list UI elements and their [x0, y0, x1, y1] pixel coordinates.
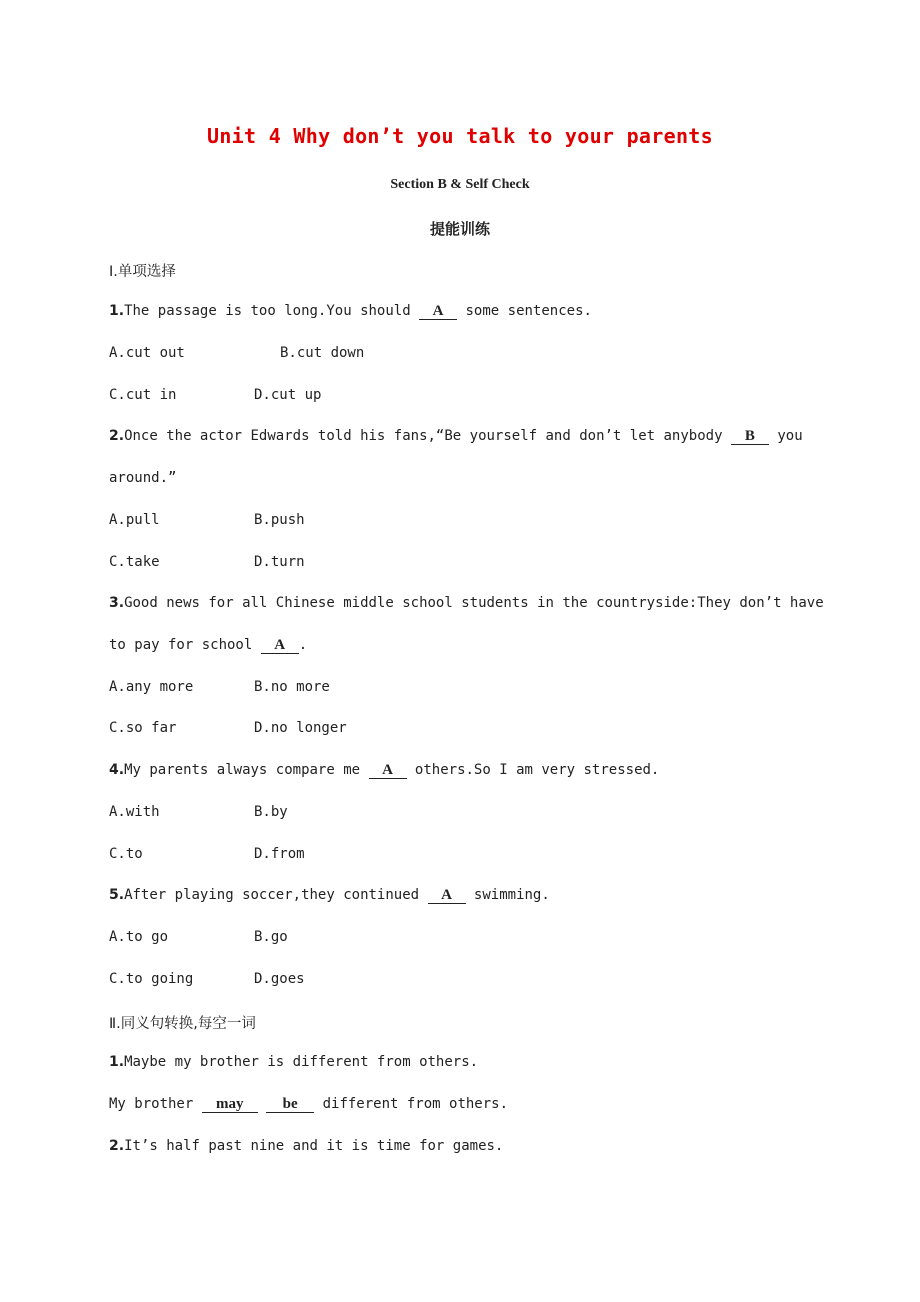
- question-text: you: [768, 428, 803, 444]
- question-text: Good news for all Chinese middle school students in the countryside:They don’t have: [124, 595, 824, 611]
- question-number: 3.: [109, 595, 125, 611]
- option-d: D.from: [254, 846, 305, 862]
- answer-blank: B: [731, 428, 769, 445]
- question-text: My parents always compare me: [124, 762, 369, 778]
- question-number: 4.: [109, 762, 125, 778]
- question-text: After playing soccer,they continued: [124, 887, 428, 903]
- option-c: C.take: [109, 554, 160, 570]
- option-d: D.cut up: [254, 387, 322, 403]
- sentence-text: Maybe my brother is different from others.: [124, 1054, 479, 1070]
- question-text: to pay for school: [109, 637, 261, 653]
- answer-blank: A: [261, 637, 299, 654]
- sentence-1-rewrite: [109, 1096, 508, 1113]
- option-a: A.any more: [109, 679, 194, 695]
- option-a: A.with: [109, 804, 160, 820]
- question-3-continued: [109, 637, 307, 654]
- question-2: [109, 428, 803, 445]
- option-c: C.cut in: [109, 387, 177, 403]
- question-3: [109, 595, 824, 611]
- sentence-2: [109, 1138, 503, 1154]
- question-number: 2.: [109, 428, 125, 444]
- option-b: B.no more: [254, 679, 330, 695]
- question-1: [109, 303, 592, 320]
- option-d: D.goes: [254, 971, 305, 987]
- answer-blank: may: [202, 1096, 258, 1113]
- page-title: Unit 4 Why don’t you talk to your parents: [207, 124, 713, 148]
- question-text: .: [298, 637, 308, 653]
- question-text: swimming.: [465, 887, 550, 903]
- option-c: C.to: [109, 846, 143, 862]
- question-text: some sentences.: [457, 303, 592, 319]
- answer-blank: A: [369, 762, 407, 779]
- option-c: C.so far: [109, 720, 177, 736]
- question-4: [109, 762, 659, 779]
- option-b: B.push: [254, 512, 305, 528]
- option-d: D.no longer: [254, 720, 347, 736]
- question-2-continued: around.”: [109, 470, 177, 486]
- answer-blank: A: [419, 303, 457, 320]
- option-a: A.cut out: [109, 345, 185, 361]
- subsection-title: 提能训练: [429, 220, 490, 238]
- sentence-1: [109, 1054, 478, 1070]
- sentence-text: It’s half past nine and it is time for games.: [124, 1138, 504, 1154]
- option-a: A.to go: [109, 929, 169, 945]
- option-a: A.pull: [109, 512, 160, 528]
- sentence-text: different from others.: [314, 1096, 509, 1112]
- question-5: [109, 887, 550, 904]
- sentence-number: 1.: [109, 1054, 125, 1070]
- question-text: others.So I am very stressed.: [406, 762, 660, 778]
- sentence-number: 2.: [109, 1138, 125, 1154]
- question-text: Once the actor Edwards told his fans,“Be yourself and don’t let anybody: [124, 428, 731, 444]
- answer-blank: be: [266, 1096, 314, 1113]
- question-number: 5.: [109, 887, 125, 903]
- section-title: Section B & Self Check: [390, 177, 530, 192]
- part2-heading: Ⅱ.同义句转换,每空一词: [109, 1016, 256, 1032]
- sentence-text: My brother: [109, 1096, 202, 1112]
- option-d: D.turn: [254, 554, 305, 570]
- option-b: B.cut down: [280, 345, 365, 361]
- option-c: C.to going: [109, 971, 194, 987]
- option-b: B.go: [254, 929, 288, 945]
- option-b: B.by: [254, 804, 288, 820]
- question-number: 1.: [109, 303, 125, 319]
- question-text: The passage is too long.You should: [124, 303, 420, 319]
- part1-heading: Ⅰ.单项选择: [109, 264, 176, 280]
- answer-blank: A: [428, 887, 466, 904]
